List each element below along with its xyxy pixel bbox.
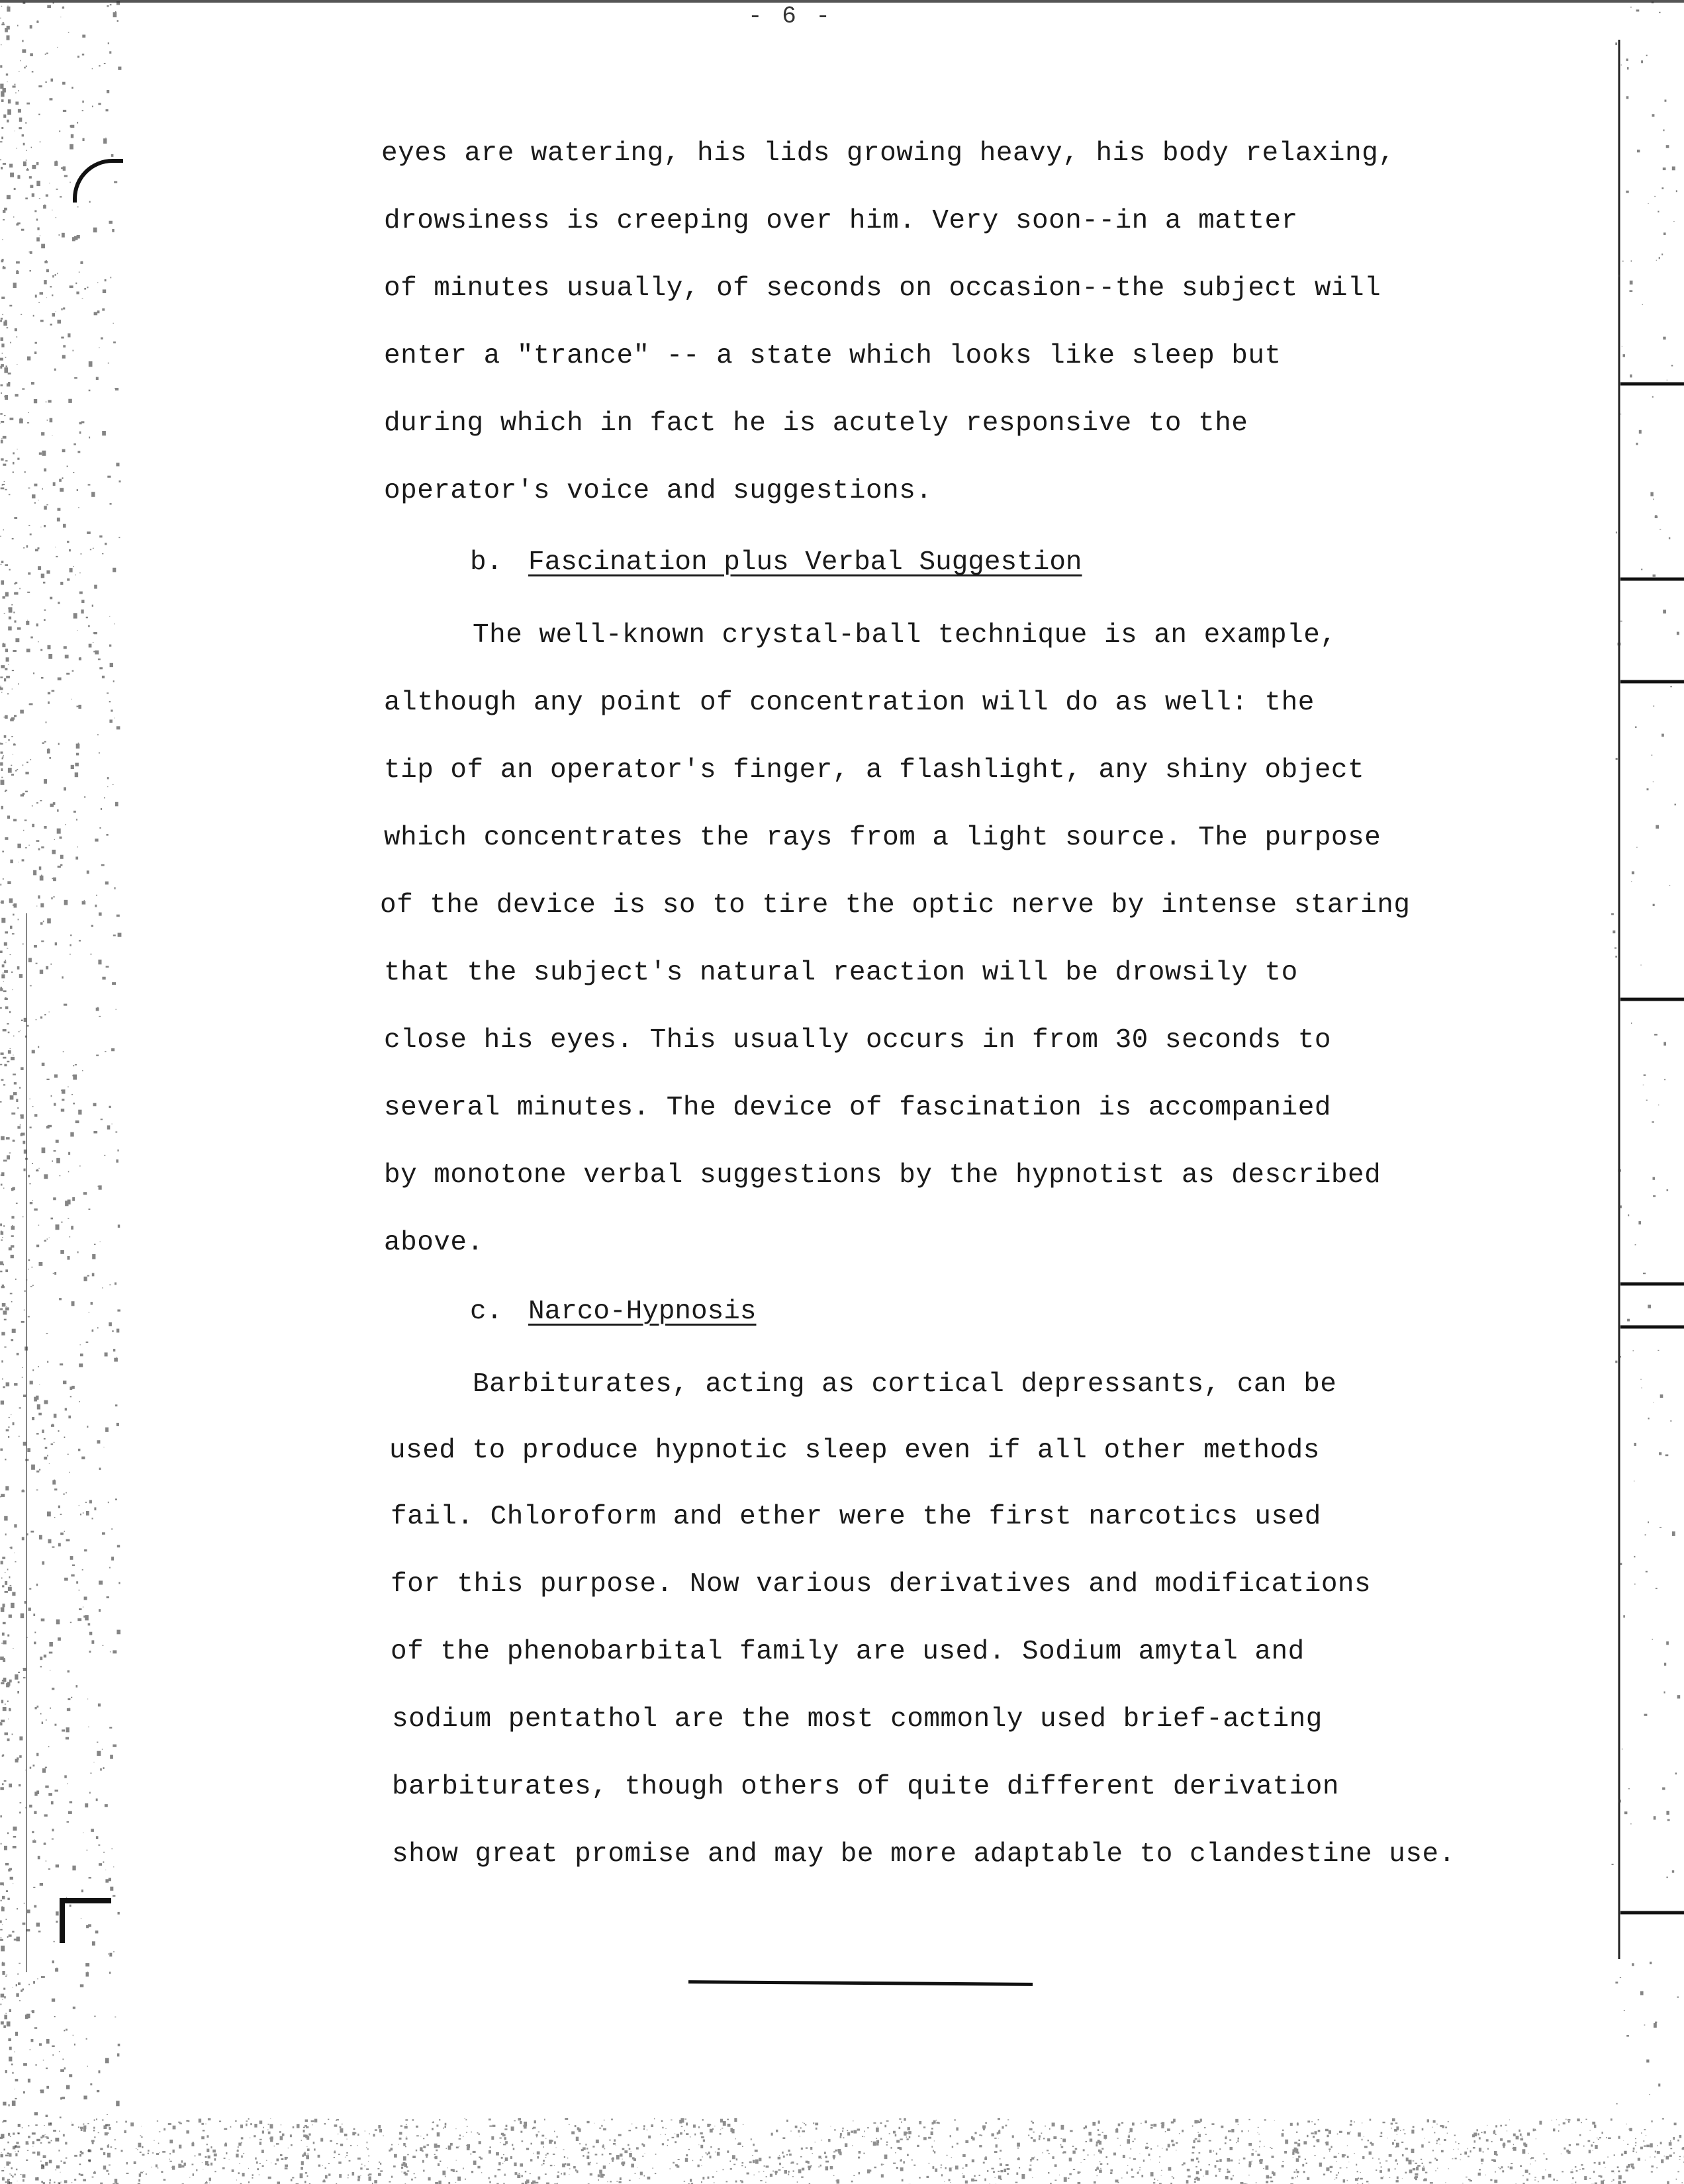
text-line: tip of an operator's finger, a flashlight, any shiny object: [384, 755, 1365, 786]
text-line: fail. Chloroform and ether were the first narcotics used: [391, 1502, 1321, 1532]
text-line: used to produce hypnotic sleep even if all other methods: [389, 1435, 1320, 1466]
text-line: drowsiness is creeping over him. Very soon--in a matter: [384, 206, 1298, 236]
text-line: The well-known crystal-ball technique is an example,: [473, 620, 1337, 651]
text-line: above.: [384, 1228, 484, 1258]
scan-margin-right: [1611, 0, 1684, 2184]
section-title: Narco-Hypnosis: [528, 1297, 757, 1327]
text-line: during which in fact he is acutely responsive to the: [384, 408, 1248, 439]
text-line: by monotone verbal suggestions by the hypnotist as described: [384, 1160, 1381, 1191]
text-line: which concentrates the rays from a light source. The purpose: [384, 823, 1381, 853]
text-line: several minutes. The device of fascination is accompanied: [384, 1093, 1331, 1123]
text-line: sodium pentathol are the most commonly used brief-acting: [392, 1704, 1323, 1735]
scan-noise-left: [0, 0, 132, 2184]
text-line: of the device is so to tire the optic nerve by intense staring: [380, 890, 1411, 921]
text-line: show great promise and may be more adaptable to clandestine use.: [392, 1839, 1456, 1870]
text-line: eyes are watering, his lids growing heavy, his body relaxing,: [381, 138, 1395, 169]
text-line: Barbiturates, acting as cortical depressants, can be: [473, 1369, 1337, 1400]
section-marker: b.: [470, 547, 503, 578]
section-heading-c: [470, 1298, 756, 1326]
scan-noise-bottom: [0, 2118, 1684, 2184]
text-line: of minutes usually, of seconds on occasion--the subject will: [384, 273, 1381, 304]
text-line: that the subject's natural reaction will be drowsily to: [384, 958, 1298, 988]
text-line: for this purpose. Now various derivatives and modifications: [391, 1569, 1372, 1600]
page-number: - 6 -: [748, 3, 833, 30]
text-line: barbiturates, though others of quite different derivation: [392, 1772, 1339, 1802]
section-marker: c.: [470, 1297, 503, 1327]
section-title: Fascination plus Verbal Suggestion: [528, 547, 1082, 578]
scan-top-edge: [0, 0, 1684, 3]
text-line: of the phenobarbital family are used. Sodium amytal and: [391, 1637, 1305, 1667]
end-rule: [688, 1980, 1033, 1986]
text-line: enter a "trance" -- a state which looks like sleep but: [384, 341, 1282, 371]
section-heading-b: [470, 549, 1082, 576]
text-line: close his eyes. This usually occurs in from 30 seconds to: [384, 1025, 1331, 1056]
text-line: although any point of concentration will do as well: the: [384, 688, 1315, 718]
scan-bracket-bottom: [60, 1898, 111, 1943]
text-line: operator's voice and suggestions.: [384, 476, 933, 506]
